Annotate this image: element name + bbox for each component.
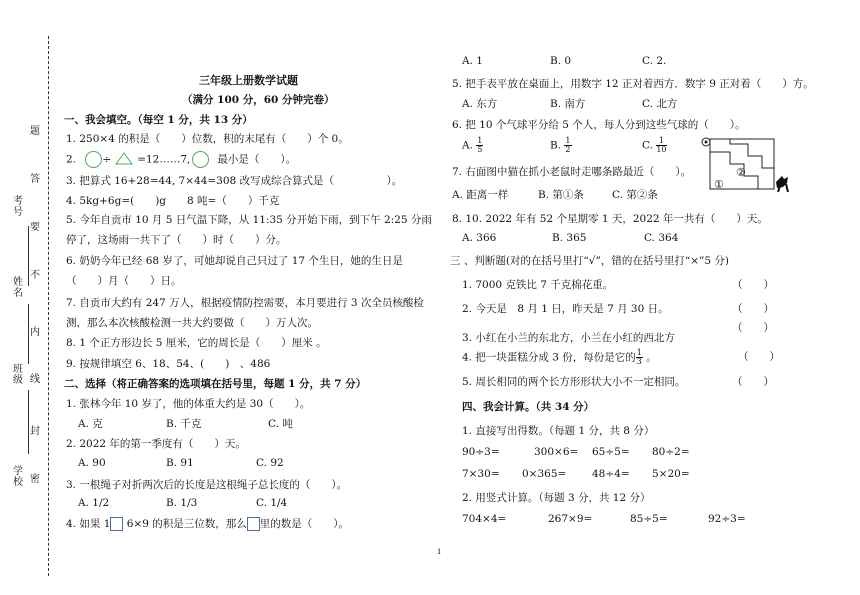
fill-q4: 4. 5kg+6g=( )g 8 吨=（ ）千克 <box>66 195 280 207</box>
choice-q8-opt-b: B. 365 <box>552 232 587 244</box>
judge-q3: 3. 小红在小兰的东北方，小兰在小红的西北方 <box>462 332 675 344</box>
oral-calc-item: 300×6= <box>534 446 579 458</box>
choice-q4-opt-b: B. 0 <box>550 55 572 67</box>
choice-q2-opt-b: B. 91 <box>166 457 194 469</box>
page-subtitle: （满分 100 分，60 分钟完卷） <box>182 94 335 106</box>
oral-calc-item: 80÷2= <box>652 446 690 458</box>
vertical-calc-item: 704×4= <box>462 513 507 525</box>
fill-q6-line1: 6. 奶奶今年已经 68 岁了，可她却说自己只过了 17 个生日，她的生日是 <box>66 255 403 267</box>
choice-q5-opt-c: C. 北方 <box>642 98 678 110</box>
binding-char: 线 <box>30 374 40 385</box>
fraction: $\frac{1}{3}$ <box>636 348 642 366</box>
fill-q5-line2: 停了，这场雨一共下了（ ）时（ ）分。 <box>66 234 287 246</box>
section1-heading: 一、我会填空。（每空 1 分，共 13 分） <box>64 114 253 126</box>
choice-q5-opt-b: B. 南方 <box>550 98 586 110</box>
oral-calc-item: 7×30= <box>462 468 500 480</box>
binding-char: 内 <box>30 327 40 338</box>
binding-char: 答 <box>30 174 40 185</box>
choice-q8-opt-a: A. 366 <box>462 232 497 244</box>
field-label-name: 姓名 <box>13 277 23 299</box>
binding-char: 封 <box>30 426 40 437</box>
binding-char: 要 <box>30 222 40 233</box>
choice-q4-suffix: 里的数是（ ）。 <box>259 518 349 530</box>
choice-q3-opt-a: A. 1/2 <box>78 497 110 509</box>
oral-calc-item: 48÷4= <box>592 468 630 480</box>
vertical-calc-item: 85÷5= <box>630 513 668 525</box>
judge-q4-text: 4. 把一块蛋糕分成 3 份，每份是它的 <box>462 351 636 364</box>
name-line <box>16 304 29 364</box>
judge-q4: 4. 把一块蛋糕分成 3 份，每份是它的 $\frac{1}{3}$ 。 <box>462 348 657 366</box>
route-1-label: ① <box>714 178 724 191</box>
choice-q7-opt-a: A. 距离一样 <box>452 189 509 201</box>
class-line <box>16 390 29 454</box>
field-label-school: 学校 <box>13 466 23 488</box>
judge-q2-answer: （ ） <box>732 303 774 315</box>
oral-calc-instructions: 1. 直接写出得数。（每题 1 分，共 8 分） <box>462 425 655 437</box>
fill-q7-line2: 测，那么本次核酸检测一共大约要做（ ）万人次。 <box>66 317 318 329</box>
choice-q6-opt-b: B. $\frac{1}{2}$ <box>550 136 571 154</box>
choice-q3-opt-c: C. 1/4 <box>256 497 288 509</box>
choice-q4-opt-c: C. 2. <box>642 55 667 67</box>
page-number: 1 <box>437 548 442 556</box>
choice-q8: 8. 10. 2022 年有 52 个星期零 1 天，2022 年一共有（ ）天。 <box>452 213 768 225</box>
triangle-icon <box>115 152 133 168</box>
circle-icon <box>192 151 209 168</box>
choice-q6-opt-a: A. $\frac{1}{5}$ <box>462 136 483 154</box>
fill-q8: 8. 1 个正方形边长 5 厘米，它的周长是（ ）厘米 。 <box>66 337 327 349</box>
divide-sign: ÷ <box>102 153 112 166</box>
choice-q1-opt-a: A. 克 <box>78 418 103 430</box>
choice-q4-mid: 6×9 的积是三位数，那么 <box>126 518 247 530</box>
choice-q6: 6. 把 10 个气球平分给 5 个人，每人分到这些气球的（ ）。 <box>452 119 746 131</box>
choice-q3-opt-b: B. 1/3 <box>166 497 198 509</box>
fill-q2-prefix: 2. <box>66 153 77 166</box>
judge-q5-answer: （ ） <box>732 376 774 388</box>
oral-calc-item: 90÷3= <box>462 446 500 458</box>
field-label-class: 班级 <box>13 364 23 386</box>
vertical-calc-instructions: 2. 用竖式计算。（每题 3 分，共 12 分） <box>462 492 651 504</box>
choice-q3: 3. 一根绳子对折两次后的长度是这根绳子总长度的（ ）。 <box>66 479 348 491</box>
fraction: $\frac{1}{2}$ <box>565 136 571 154</box>
judge-q2: 2. 今天是 8 月 1 日，昨天是 7 月 30 日。 <box>462 303 669 315</box>
route-2-label: ② <box>736 166 746 179</box>
fill-q2 <box>66 151 296 168</box>
oral-calc-item: 5×20= <box>652 468 690 480</box>
oral-calc-item: 0×365= <box>522 468 567 480</box>
field-label-exam-number: 考号 <box>13 196 23 218</box>
choice-q1: 1. 张林今年 10 岁了，他的体重大约是 30（ ）。 <box>66 398 311 410</box>
vertical-calc-item: 92÷3= <box>708 513 746 525</box>
choice-q7-opt-b: B. 第①条 <box>538 189 584 201</box>
choice-q7-opt-c: C. 第②条 <box>612 189 658 201</box>
binding-char: 密 <box>30 474 40 485</box>
binding-dashed-line <box>48 36 49 576</box>
section2-heading: 二、选择（将正确答案的选项填在括号里，每题 1 分，共 7 分） <box>64 378 367 390</box>
binding-char: 不 <box>30 270 40 281</box>
oral-calc-item: 65÷5= <box>592 446 630 458</box>
fill-q2-equation: =12……7, <box>137 153 191 166</box>
judge-q5: 5. 周长相同的两个长方形形状大小不一定相同。 <box>462 376 686 388</box>
binding-char: 题 <box>30 126 40 137</box>
choice-q2: 2. 2022 年的第一季度有（ ）天。 <box>66 438 246 450</box>
choice-q2-opt-a: A. 90 <box>78 457 106 469</box>
choice-q4-prefix: 4. 如果 1 <box>66 518 111 530</box>
fill-q3: 3. 把算式 16+28=44, 7×44=308 改写成综合算式是（ ）。 <box>66 175 403 187</box>
circle-icon <box>85 151 102 168</box>
judge-q4-answer: （ ） <box>738 351 780 363</box>
blank-box-icon <box>110 517 123 531</box>
choice-q2-opt-c: C. 92 <box>256 457 284 469</box>
fill-q7-line1: 7. 自贡市大约有 247 万人，根据疫情防控需要，本月要进行 3 次全员核酸检 <box>66 297 424 309</box>
fill-q9: 9. 按规律填空 6、18、54、( ) 、486 <box>66 358 271 370</box>
choice-q6-opt-c: C. $\frac{1}{10}$ <box>642 136 667 154</box>
blank-box-icon <box>247 517 260 531</box>
judge-q3-answer: （ ） <box>732 322 774 334</box>
section4-heading: 四、我会计算。（共 34 分） <box>462 401 595 413</box>
fill-q5-line1: 5. 今年自贡市 10 月 5 日气温下降，从 11:35 分开始下雨，到下午 2:25 分雨 <box>66 214 432 226</box>
fraction: $\frac{1}{10}$ <box>656 136 667 154</box>
choice-q4-opt-a: A. 1 <box>462 55 483 67</box>
choice-q1-opt-c: C. 吨 <box>268 418 293 430</box>
section3-heading: 三 、判断题(对的在括号里打“√”，错的在括号里打“×”5 分) <box>450 255 730 267</box>
fraction: $\frac{1}{5}$ <box>477 136 483 154</box>
judge-q1: 1. 7000 克铁比 7 千克棉花重。 <box>462 279 614 291</box>
fill-q2-end: 最小是（ ）。 <box>217 153 297 166</box>
choice-q5: 5. 把手表平放在桌面上，用数字 12 正对着西方．数字 9 正对着（ ）方。 <box>452 78 814 90</box>
choice-q5-opt-a: A. 东方 <box>462 98 498 110</box>
vertical-calc-item: 267×9= <box>548 513 593 525</box>
choice-q7: 7. 右面图中猫在抓小老鼠时走哪条路最近（ ）。 <box>452 166 692 178</box>
choice-q1-opt-b: B. 千克 <box>166 418 202 430</box>
fill-q6-line2: （ ）月（ ）日。 <box>66 275 182 287</box>
fill-q1: 1. 250×4 的积是（ ）位数，积的末尾有（ ）个 0。 <box>66 133 349 145</box>
page-title: 三年级上册数学试题 <box>199 74 298 87</box>
choice-q4 <box>66 516 349 531</box>
judge-q1-answer: （ ） <box>732 279 774 291</box>
choice-q8-opt-c: C. 364 <box>644 232 679 244</box>
